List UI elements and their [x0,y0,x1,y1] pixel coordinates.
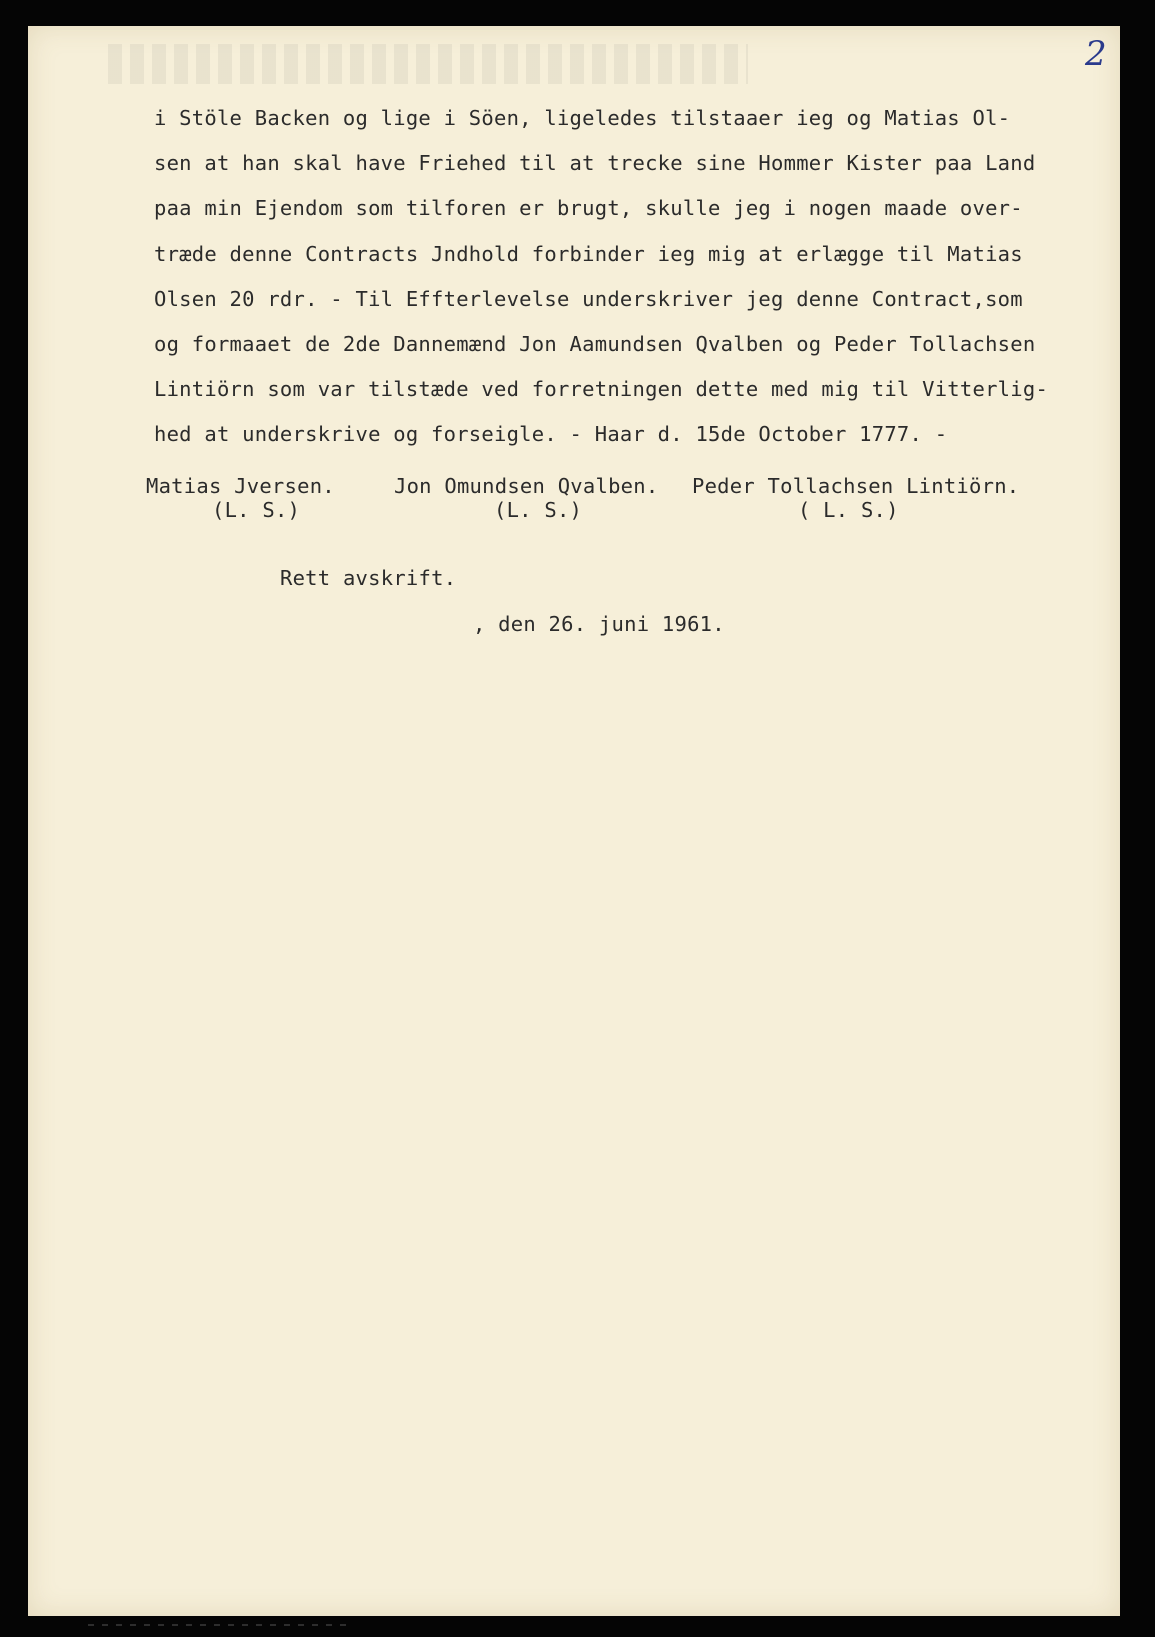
signature-name: Jon Omundsen Qvalben. [394,474,659,498]
bottom-edge-marks [88,1624,348,1626]
seal-marker: (L. S.) [494,498,583,522]
body-line: Lintiörn som var tilstæde ved forretningen dette med mig til Vitterlig- [154,377,1049,402]
seal-marker: (L. S.) [212,498,301,522]
certification-note: Rett avskrift. [280,566,457,590]
seal-marker: ( L. S.) [798,498,899,522]
document-sheet [28,26,1120,1616]
dateline: , den 26. juni 1961. [473,612,725,636]
body-line: og formaaet de 2de Dannemænd Jon Aamundsen Qvalben og Peder Tollachsen [154,331,1036,356]
signature-name: Peder Tollachsen Lintiörn. [692,474,1020,498]
contract-body [154,96,1048,458]
body-line: Olsen 20 rdr. - Til Effterlevelse underskriver jeg denne Contract,som [154,286,1023,311]
body-line: træde denne Contracts Jndhold forbinder ieg mig at erlægge til Matias [154,241,1023,266]
body-line: sen at han skal have Friehed til at trecke sine Hommer Kister paa Land [154,151,1036,176]
body-line: paa min Ejendom som tilforen er brugt, skulle jeg i nogen maade over- [154,196,1023,221]
bleed-through-text [108,44,748,84]
signature-name: Matias Jversen. [146,474,335,498]
body-line: i Stöle Backen og lige i Söen, ligeledes tilstaaer ieg og Matias Ol- [154,106,1011,130]
handwritten-page-number: 2 [1085,34,1107,74]
body-line: hed at underskrive og forseigle. - Haar d. 15de October 1777. - [154,422,948,447]
